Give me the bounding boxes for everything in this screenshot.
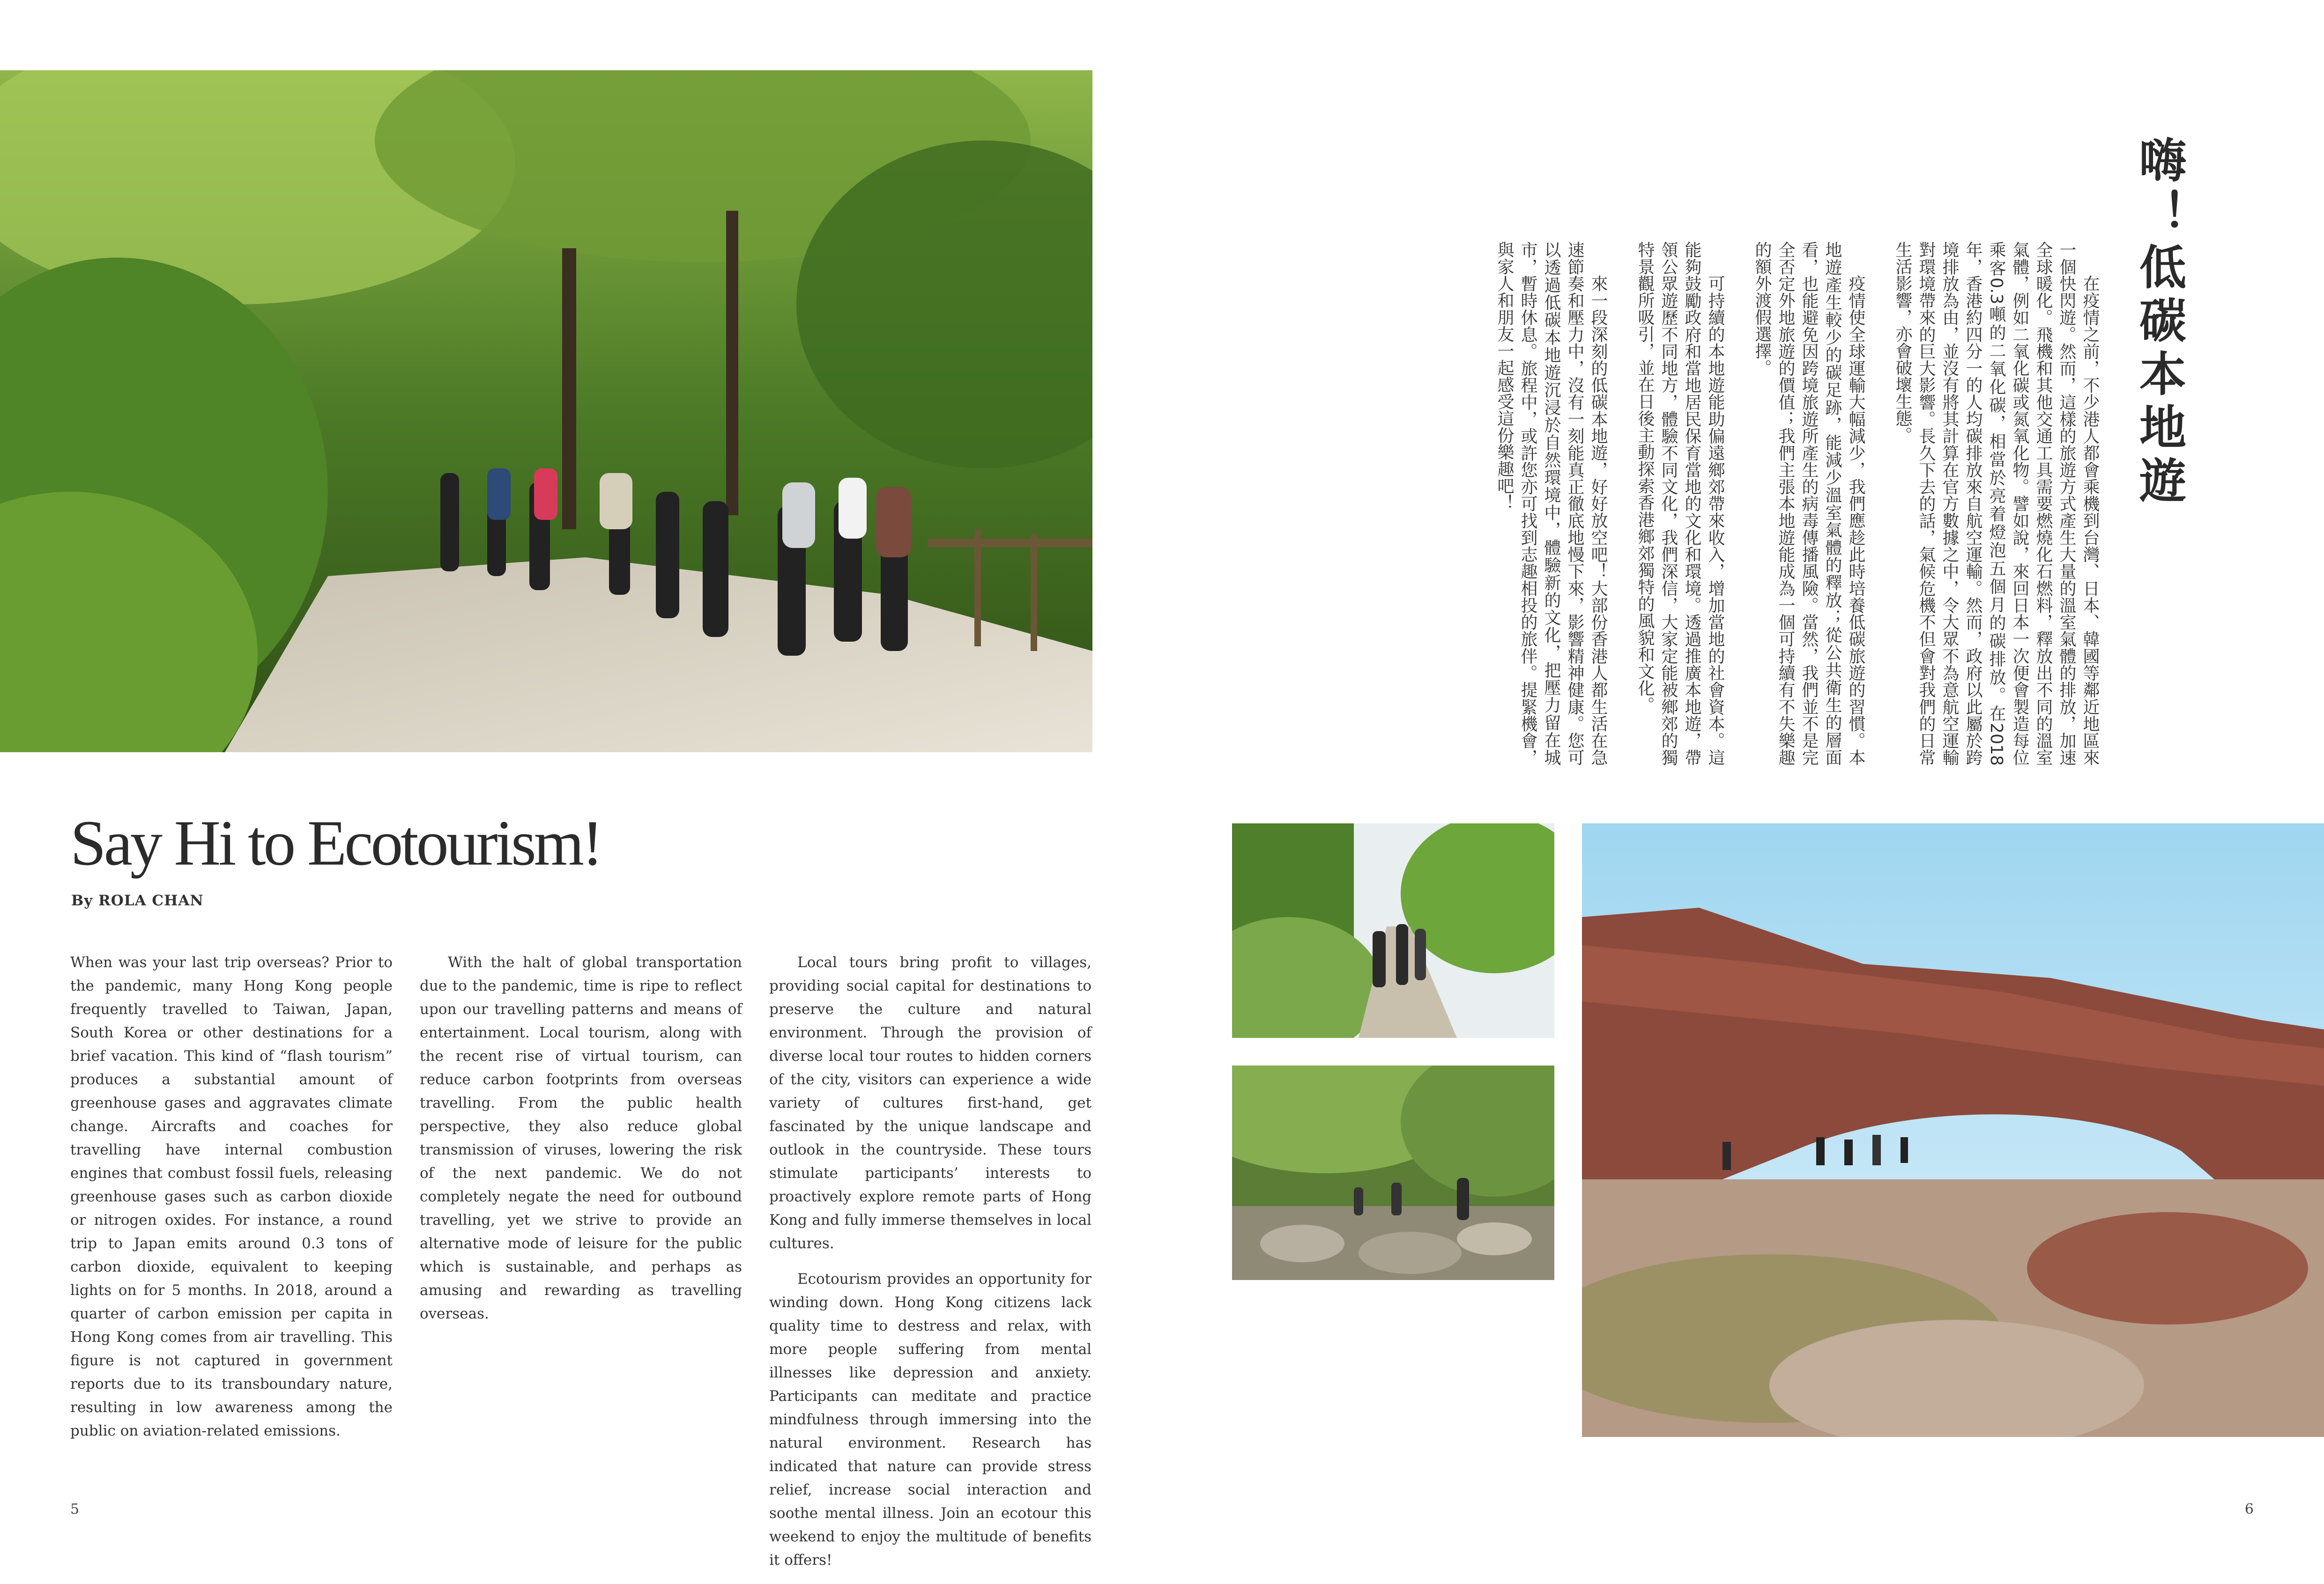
chinese-paragraph: 可持續的本地遊能助偏遠鄉郊帶來收入，增加當地的社會資本。這能夠鼓勵政府和當地居民保育當地的文化和環境。透過推廣本地遊，帶領公眾遊歷不同地方，體驗不同文化，我們深信，大家定能被鄉郊的獨特景觀所吸引，並在日後主動探索香港鄉郊獨特的風貌和文化。 bbox=[1635, 241, 1725, 766]
stream-photo-graphic bbox=[1232, 1066, 1554, 1280]
trail-photo-graphic bbox=[1232, 823, 1554, 1038]
article-column-2 bbox=[420, 951, 742, 1338]
chinese-paragraph: 在疫情之前，不少港人都會乘機到台灣、日本、韓國等鄰近地區來一個快閃遊。然而，這樣的旅遊方式產生大量的溫室氣體的排放，加速全球暖化。飛機和其他交通工具需要燃燒化石燃料，釋放出不同的溫室氣體，例如二氧化碳或氮氧化物。譬如說，來回日本一次便會製造每位乘客0.3噸的二氧化碳，相當於亮着燈泡五個月的碳排放。在2018年，香港約四分一的人均碳排放來自航空運輸。然而，政府以此屬於跨境排放為由，並沒有將其計算在官方數據之中，令大眾不為意航空運輸對環境帶來的巨大影響。長久下去的話，氣候危機不但會對我們的日常生活影響，亦會破壞生態。 bbox=[1893, 241, 2100, 766]
article-paragraph: Ecotourism provides an opportunity for winding down. Hong Kong citizens lack quality time to destress and relax, with more people suffering from mental illnesses like depression and anxiety. Participants can meditate and practice mindfulness through immersing into the natural environment. Research has indicated that nature can provide stress relief, increase social interaction and soothe mental illness. Join an ecotour this weekend to enjoy the multitude of benefits it offers! bbox=[769, 1271, 1091, 1569]
stream-photo bbox=[1232, 1066, 1554, 1280]
byline: By ROLA CHAN bbox=[71, 892, 204, 909]
article-paragraph: Local tours bring profit to villages, providing social capital for destinations to preserve the culture and natural environment. Through the provision of diverse local tour routes to hidden corners of the city, visitors can experience a wide variety of cultures first-hand, get fascinated by the unique landscape and outlook in the countryside. These tours stimulate participants’ interests to proactively explore remote parts of Hong Kong and fully immerse themselves in local cultures. bbox=[769, 954, 1091, 1252]
trail-photo bbox=[1232, 823, 1554, 1038]
article-column-1 bbox=[70, 951, 393, 1455]
article-paragraph: When was your last trip overseas? Prior to the pandemic, many Hong Kong people frequently travelled to Taiwan, Japan, South Korea or other destinations for a brief vacation. This kind of “flash tourism” produces a substantial amount of greenhouse gases and aggravates climate change. Aircrafts and coaches for travelling have internal combustion engines that combust fossil fuels, releasing greenhouse gases such as carbon dioxide or nitrogen oxides. For instance, a round trip to Japan emits around 0.3 tons of carbon dioxide, equivalent to keeping lights on for 5 months. In 2018, around a quarter of carbon emission per capita in Hong Kong comes from air travelling. This figure is not captured in government reports due to its transboundary nature, resulting in low awareness among the public on aviation-related emissions. bbox=[70, 954, 393, 1439]
article-column-3 bbox=[769, 951, 1091, 1584]
chinese-title: 嗨！低碳本地遊 bbox=[2131, 136, 2187, 510]
sea-arch-photo-graphic bbox=[1582, 823, 2324, 1437]
hikers-photo bbox=[0, 70, 1092, 752]
article-title: Say Hi to Ecotourism! bbox=[70, 807, 601, 879]
chinese-article bbox=[1469, 241, 2101, 766]
chinese-paragraph: 來一段深刻的低碳本地遊，好好放空吧！大部份香港人都生活在急速節奏和壓力中，沒有一刻能真正徹底地慢下來，影響精神健康。您可以透過低碳本地遊沉浸於自然環境中，體驗新的文化，把壓力留在城市，暫時休息。旅程中，或許您亦可找到志趣相投的旅伴。提緊機會，與家人和朋友一起感受這份樂趣吧！ bbox=[1495, 241, 1608, 766]
page-number-left: 5 bbox=[70, 1501, 80, 1517]
article-paragraph: With the halt of global transportation due to the pandemic, time is ripe to reflect upon our travelling patterns and means of entertainment. Local tourism, along with the recent rise of virtual tourism, can reduce carbon footprints from overseas travelling. From the public health perspective, they also reduce global transmission of viruses, lowering the risk of the next pandemic. We do not completely negate the need for outbound travelling, yet we strive to provide an alternative mode of leisure for the public which is sustainable, and perhaps as amusing and rewarding as travelling overseas. bbox=[420, 954, 742, 1322]
page-number-right: 6 bbox=[2244, 1501, 2254, 1517]
hikers-photo-graphic bbox=[0, 70, 1092, 752]
chinese-paragraph: 疫情使全球運輸大幅減少，我們應趁此時培養低碳旅遊的習慣。本地遊產生較少的碳足跡，能減少溫室氣體的釋放；從公共衛生的層面看，也能避免因跨境旅遊所產生的病毒傳播風險。當然，我們並不是完全否定外地旅遊的價值；我們主張本地遊能成為一個可持續有不失樂趣的額外渡假選擇。 bbox=[1752, 241, 1865, 766]
sea-arch-photo bbox=[1582, 823, 2324, 1437]
